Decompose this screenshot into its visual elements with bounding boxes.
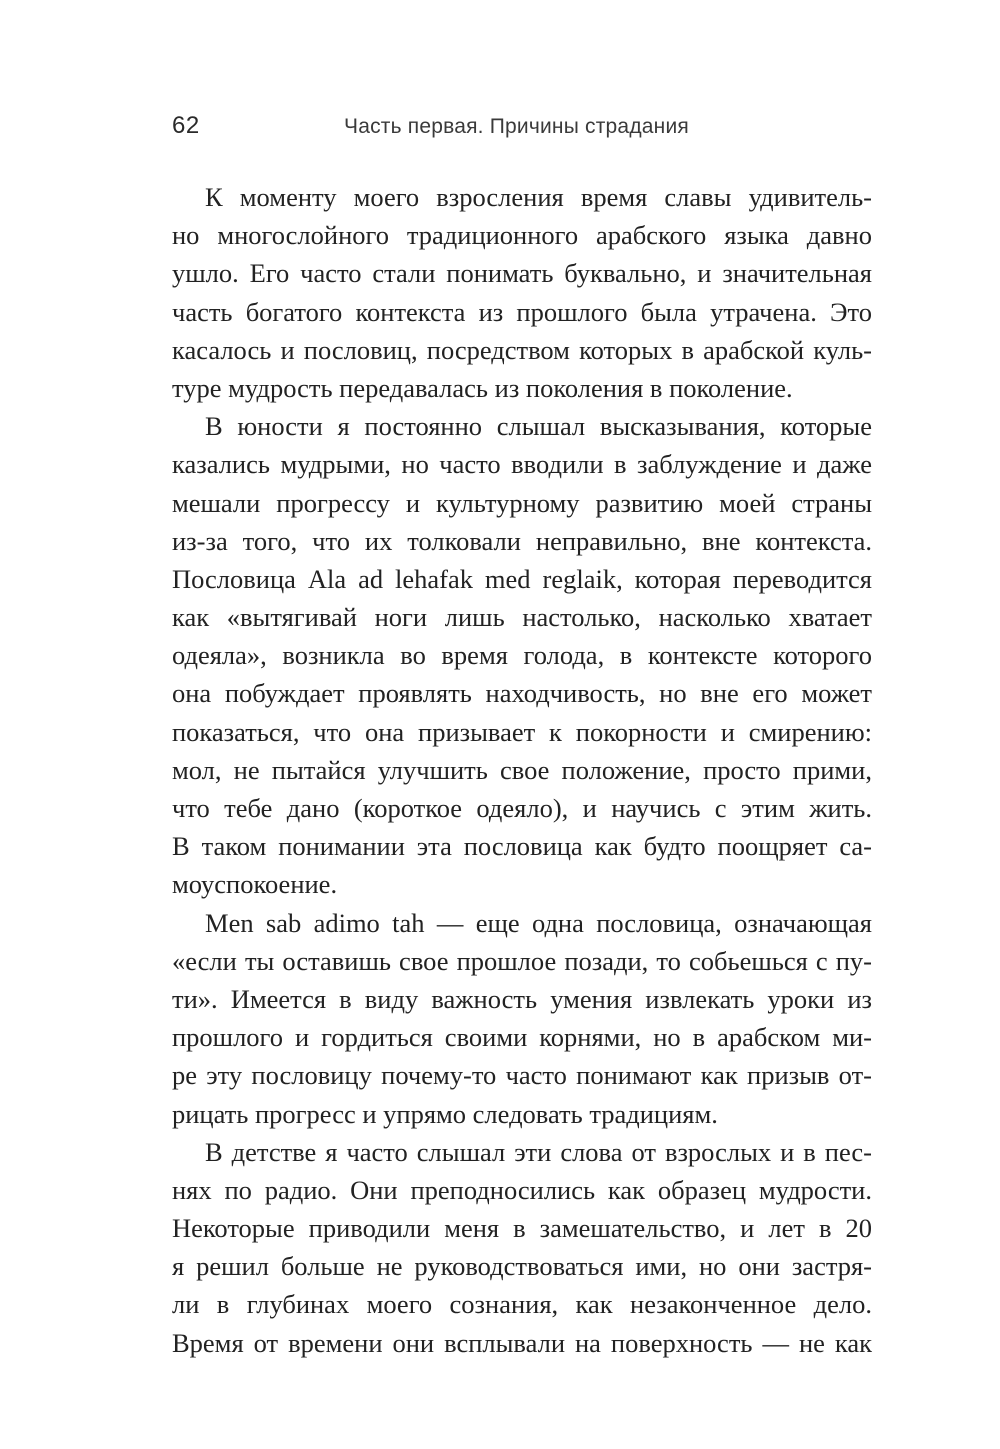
text-line: В таком понимании эта пословица как будто поощряет са- (172, 831, 872, 862)
running-title: Часть первая. Причины страдания (344, 115, 689, 138)
text-line: часть богатого контекста из прошлого была утрачена. Это (172, 296, 872, 327)
text-line: прошлого и гордиться своими корнями, но в арабском ми- (172, 1022, 872, 1053)
text-line: К моменту моего взросления время славы удивитель- (205, 182, 872, 212)
text-line: ушло. Его часто стали понимать буквально, и значительная (172, 258, 872, 289)
text-line: «если ты оставишь свое прошлое позади, то собьешься с пу- (172, 945, 872, 976)
page-number: 62 (172, 112, 200, 139)
text-line: В юности я постоянно слышал высказывания, которые (205, 411, 872, 442)
text-line: касалось и пословиц, посредством которых в арабской куль- (172, 334, 872, 365)
text-line: Пословица Ala ad lehafak med reglaik, которая переводится (172, 563, 872, 594)
text-line: она побуждает проявлять находчивость, но вне его может (172, 678, 872, 709)
text-line: туре мудрость передавалась из поколения в поколение. (172, 372, 793, 403)
text-line: Время от времени они всплывали на поверхность — не как (172, 1327, 872, 1358)
text-line: показаться, что она призывает к покорности и смирению: (172, 716, 872, 747)
text-line: из-за того, что их толковали неправильно, вне контекста. (172, 525, 872, 556)
text-line: как «вытягивай ноги лишь настолько, насколько хватает (172, 602, 872, 633)
text-line: одеяла», возникла во время голода, в контексте которого (172, 640, 872, 671)
text-line: но многослойного традиционного арабского языка давно (172, 220, 872, 251)
text-line: Men sab adimo tah — еще одна пословица, означающая (205, 907, 872, 938)
text-line: ли в глубинах моего сознания, как незаконченное дело. (172, 1289, 872, 1320)
text-line: рицать прогресс и упрямо следовать традициям. (172, 1098, 718, 1129)
text-line: мол, не пытайся улучшить свое положение, просто прими, (172, 754, 872, 785)
text-line: мешали прогрессу и культурному развитию моей страны (172, 487, 872, 518)
text-line: Некоторые приводили меня в замешательство, и лет в 20 (172, 1213, 872, 1244)
text-line: В детстве я часто слышал эти слова от взрослых и в пес- (205, 1136, 872, 1167)
body-text (172, 178, 872, 1362)
text-line: что тебе дано (короткое одеяло), и научись с этим жить. (172, 793, 872, 823)
text-line: ти». Имеется в виду важность умения извлекать уроки из (172, 983, 872, 1014)
text-line: ре эту пословицу почему-то часто понимают как призыв от- (172, 1060, 872, 1091)
text-line: я решил больше не руководствоваться ими, но они застря- (172, 1251, 872, 1282)
text-line: нях по радио. Они преподносились как образец мудрости. (172, 1174, 872, 1205)
text-line: казались мудрыми, но часто вводили в заблуждение и даже (172, 449, 872, 480)
running-head (172, 112, 872, 152)
text-line: моуспокоение. (172, 869, 338, 900)
